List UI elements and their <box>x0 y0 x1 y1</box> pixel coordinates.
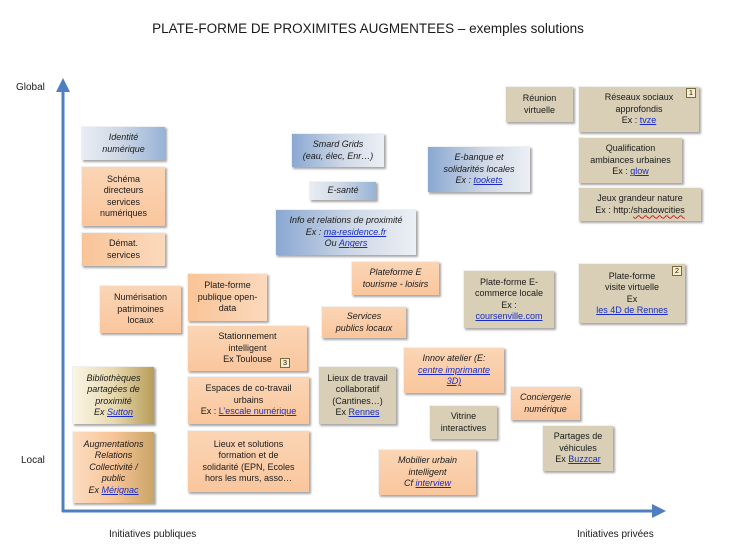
box-plateforme-open-data: Plate-forme publique open- data <box>187 273 267 321</box>
box-innov-atelier: Innov atelier (E: centre imprimante 3D) <box>403 347 504 393</box>
link-merignac[interactable]: Mérignac <box>101 484 139 495</box>
box-partages-vehicules: Partages de véhicules Ex Buzzcar <box>542 425 613 471</box>
footnote-badge-1: 1 <box>686 88 696 98</box>
link-buzzcar[interactable]: Buzzcar <box>568 454 601 465</box>
link-tookets[interactable]: tookets <box>473 175 503 186</box>
x-axis-arrow <box>652 504 666 518</box>
box-qualification-ambiances: Qualification ambiances urbaines Ex : glow <box>578 137 682 183</box>
box-conciergerie-numerique: Conciergerie numérique <box>510 386 580 420</box>
y-axis-arrow <box>56 78 70 92</box>
box-services-publics-locaux: Services publics locaux <box>321 306 406 338</box>
box-numerisation-patrimoines: Numérisation patrimoines locaux <box>99 285 181 333</box>
box-e-sante: E-santé <box>309 181 376 200</box>
link-angers[interactable]: Angers <box>338 238 368 249</box>
link-tvze[interactable]: tvze <box>639 115 657 126</box>
link-glow[interactable]: glow <box>630 166 649 177</box>
y-axis-label-global: Global <box>16 82 45 93</box>
box-reseaux-sociaux: Réseaux sociaux approfondis Ex : tvze 1 <box>578 86 699 132</box>
box-augmentations-relations: Augmentations Relations Collectivité / public Ex Mérignac <box>72 431 154 503</box>
box-demat-services: Démat. services <box>81 232 165 266</box>
link-centre-imprimante[interactable]: centre imprimante <box>417 364 491 375</box>
link-interview[interactable]: interview <box>415 478 452 489</box>
link-sutton[interactable]: Sutton <box>106 407 134 417</box>
link-shadowcities[interactable]: shadowcities <box>633 204 685 215</box>
x-axis-label-private: Initiatives privées <box>577 529 654 540</box>
box-jeux-grandeur-nature: Jeux grandeur nature Ex : http:/shadowcities <box>578 187 701 221</box>
link-coursenville[interactable]: coursenville.com <box>475 311 543 321</box>
box-lieux-travail-collaboratif: Lieux de travail collaboratif (Cantines…) Ex Rennes <box>318 366 396 424</box>
box-lieux-solutions-formation: Lieux et solutions formation et de solidarité (EPN, Ecoles hors les murs, asso… <box>187 430 309 492</box>
box-smard-grids: Smard Grids (eau, élec, Enr…) <box>291 133 384 167</box>
box-e-banque: E-banque et solidarités locales Ex : tookets <box>427 146 530 192</box>
box-plateforme-e-commerce: Plate-forme E- commerce locale Ex : coursenville.com <box>463 270 554 328</box>
box-stationnement-intelligent: Stationnement intelligent Ex Toulouse 3 <box>187 325 307 371</box>
box-reunion-virtuelle: Réunion virtuelle <box>505 86 573 122</box>
box-plateforme-visite-virtuelle: Plate-forme visite virtuelle Ex les 4D de Rennes 2 <box>578 263 685 323</box>
y-axis-label-local: Local <box>21 455 45 466</box>
link-4d-rennes[interactable]: les 4D de Rennes <box>596 305 668 315</box>
box-info-relations-proximite: Info et relations de proximité Ex : ma-residence.fr Ou Angers <box>275 209 416 255</box>
footnote-badge-2: 2 <box>672 266 682 276</box>
box-bibliotheques: Bibliothèques partagées de proximité Ex Sutton <box>72 366 154 424</box>
footnote-badge-3: 3 <box>280 358 290 368</box>
box-plateforme-e-tourisme: Plateforme E tourisme - loisirs <box>351 261 439 295</box>
link-escale-numerique[interactable]: L’escale numérique <box>218 406 297 417</box>
page-title: PLATE-FORME DE PROXIMITES AUGMENTEES – exemples solutions <box>152 21 584 36</box>
box-schema-directeurs: Schéma directeurs services numériques <box>81 166 165 226</box>
box-espaces-co-travail: Espaces de co-travail urbains Ex : L’escale numérique <box>187 376 309 424</box>
link-3d[interactable]: 3D) <box>446 376 462 387</box>
box-mobilier-urbain: Mobilier urbain intelligent Cf interview <box>378 449 476 495</box>
link-ma-residence[interactable]: ma-residence.fr <box>323 226 387 237</box>
x-axis-label-public: Initiatives publiques <box>109 529 197 540</box>
box-identite-numerique: Identité numérique <box>81 126 165 160</box>
link-rennes[interactable]: Rennes <box>348 407 380 417</box>
box-vitrine-interactives: Vitrine interactives <box>429 405 497 439</box>
